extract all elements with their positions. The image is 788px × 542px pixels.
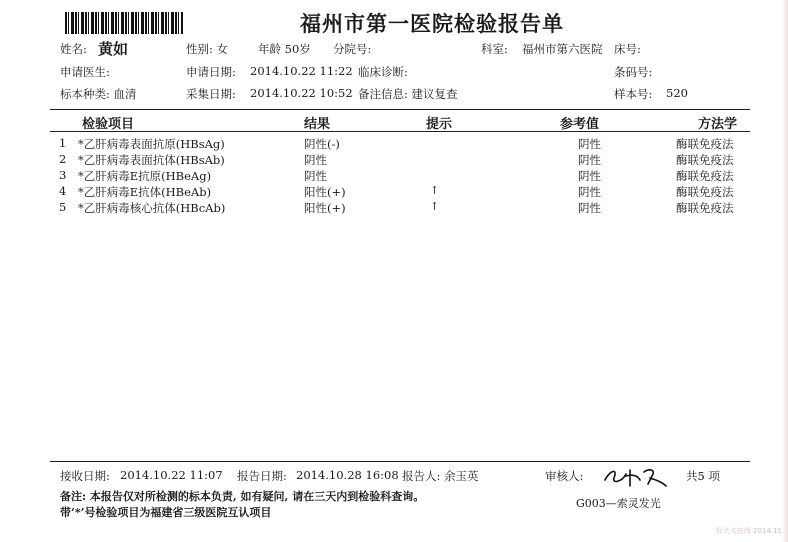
report-title: 福州市第一医院检验报告单 <box>300 11 564 36</box>
page-edge <box>782 0 788 542</box>
specimen-type: 标本种类: 血清 <box>60 87 137 101</box>
apply-date: 2014.10.22 11:22 <box>250 64 353 78</box>
row-result: 阴性(-) <box>304 137 340 151</box>
row-result: 阳性(+) <box>304 201 346 215</box>
reporter: 报告人: 余玉英 <box>402 469 479 483</box>
row-reference: 阴性 <box>578 153 601 167</box>
row-reference: 阴性 <box>578 137 601 151</box>
bed-label: 床号: <box>614 42 641 56</box>
divider-top <box>50 109 750 110</box>
apply-date-label: 申请日期: <box>186 65 236 79</box>
footer-note: 备注: 本报告仅对所检测的标本负责, 如有疑问, 请在三天内到检验科查询。 <box>60 490 425 503</box>
name-label: 姓名: <box>60 42 87 56</box>
up-arrow-icon: ↑ <box>430 184 440 197</box>
report-date: 2014.10.28 16:08 <box>296 468 399 482</box>
row-result: 阴性 <box>304 153 327 167</box>
total-items: 共5 项 <box>686 469 720 483</box>
patient-name: 黄如 <box>98 40 129 58</box>
row-reference: 阴性 <box>578 201 601 215</box>
row-no: 4 <box>59 184 67 198</box>
diagnosis-label: 临床诊断: <box>358 65 408 79</box>
row-no: 1 <box>59 136 67 150</box>
row-no: 5 <box>59 200 67 214</box>
row-item: *乙肝病毒E抗体(HBeAb) <box>78 185 212 199</box>
note-info: 备注信息: 建议复查 <box>358 87 458 101</box>
receive-date-label: 接收日期: <box>60 469 110 483</box>
row-method: 酶联免疫法 <box>676 169 734 183</box>
row-method: 酶联免疫法 <box>676 137 734 151</box>
reviewer-signature <box>600 462 670 490</box>
row-result: 阴性 <box>304 169 327 183</box>
footer-note-mutual: 带‘*’号检验项目为福建省三级医院互认项目 <box>60 506 272 519</box>
dept-value: 福州市第六医院 <box>522 42 603 56</box>
row-item: *乙肝病毒核心抗体(HBcAb) <box>78 201 226 215</box>
receive-date: 2014.10.22 11:07 <box>120 468 223 482</box>
sample-label: 样本号: <box>614 87 653 101</box>
row-method: 酶联免疫法 <box>676 201 734 215</box>
row-item: *乙肝病毒表面抗原(HBsAg) <box>78 137 225 151</box>
row-method: 酶联免疫法 <box>676 153 734 167</box>
row-reference: 阴性 <box>578 185 601 199</box>
dept-label: 科室: <box>481 42 508 56</box>
patient-age: 年龄 50岁 <box>258 42 311 56</box>
up-arrow-icon: ↑ <box>430 200 440 213</box>
barcode-label: 条码号: <box>614 65 653 79</box>
collect-date-label: 采集日期: <box>186 87 236 101</box>
header-method: 方法学 <box>698 117 738 132</box>
row-item: *乙肝病毒表面抗体(HBsAb) <box>78 153 225 167</box>
row-reference: 阴性 <box>578 169 601 183</box>
bed-no-label: 分院号: <box>333 42 372 56</box>
reviewer-label: 审核人: <box>545 469 584 483</box>
divider-header <box>50 131 750 132</box>
row-no: 3 <box>59 168 67 182</box>
header-reference: 参考值 <box>560 117 600 132</box>
sample-no: 520 <box>666 86 688 100</box>
report-date-label: 报告日期: <box>237 469 287 483</box>
header-item: 检验项目 <box>82 117 135 132</box>
row-item: *乙肝病毒E抗原(HBeAg) <box>78 169 212 183</box>
row-result: 阳性(+) <box>304 185 346 199</box>
row-no: 2 <box>59 152 67 166</box>
row-method: 酶联免疫法 <box>676 185 734 199</box>
barcode <box>65 12 183 34</box>
patient-sex: 性别: 女 <box>186 42 229 56</box>
collect-date: 2014.10.22 10:52 <box>250 86 353 100</box>
watermark: 好大夫在线 2014.11 <box>715 527 782 535</box>
doctor-label: 申请医生: <box>60 65 110 79</box>
header-result: 结果 <box>304 117 331 132</box>
reviewer-code: G003—索灵发光 <box>576 497 661 510</box>
header-hint: 提示 <box>426 117 453 132</box>
